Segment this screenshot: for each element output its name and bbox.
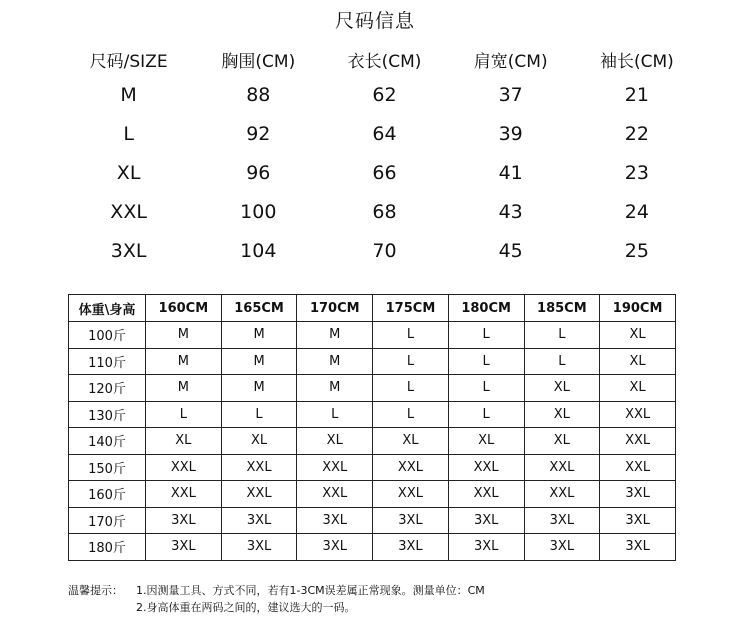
fit-size-cell: M: [146, 348, 222, 375]
fit-size-cell: XL: [600, 375, 676, 402]
fit-size-cell: M: [297, 348, 373, 375]
size-cell: 41: [498, 161, 523, 184]
fit-size-cell: 3XL: [448, 534, 524, 561]
size-cell: L: [123, 123, 134, 146]
size-header-cell: 袖长(CM): [599, 51, 674, 72]
weight-cell: 150斤: [69, 454, 146, 481]
fit-size-cell: L: [373, 401, 449, 428]
fit-table-row: [69, 401, 676, 428]
fit-header-cell: 175CM: [373, 295, 449, 322]
size-cell: 92: [246, 123, 271, 146]
fit-size-cell: XXL: [221, 481, 297, 508]
fit-size-cell: XXL: [524, 454, 600, 481]
fit-size-cell: XL: [146, 428, 222, 455]
size-cell: 62: [372, 84, 397, 107]
fit-size-cell: 3XL: [524, 534, 600, 561]
fit-header-cell: 180CM: [448, 295, 524, 322]
fit-size-cell: 3XL: [600, 481, 676, 508]
fit-header-cell: 160CM: [146, 295, 222, 322]
fit-size-cell: 3XL: [297, 507, 373, 534]
size-table-row: [62, 154, 700, 193]
fit-size-cell: XXL: [146, 481, 222, 508]
size-table-row: [62, 231, 700, 270]
size-header-cell: 衣长(CM): [347, 51, 422, 72]
fit-header-cell: 190CM: [600, 295, 676, 322]
fit-size-cell: L: [146, 401, 222, 428]
size-cell: 66: [372, 161, 397, 184]
fit-size-cell: 3XL: [221, 507, 297, 534]
fit-size-cell: 3XL: [373, 507, 449, 534]
fit-size-cell: L: [448, 348, 524, 375]
fit-size-cell: XL: [221, 428, 297, 455]
fit-size-cell: XL: [524, 401, 600, 428]
fit-size-cell: M: [221, 348, 297, 375]
weight-cell: 110斤: [69, 348, 146, 375]
fit-size-cell: L: [373, 348, 449, 375]
size-chart-table: [62, 42, 700, 270]
fit-size-cell: XXL: [448, 481, 524, 508]
fit-table-row: [69, 428, 676, 455]
fit-size-cell: XXL: [297, 481, 373, 508]
size-cell: 43: [498, 200, 523, 223]
fit-recommendation-table: [68, 294, 676, 561]
size-cell: 96: [246, 161, 271, 184]
size-table-row: [62, 115, 700, 154]
size-cell: 100: [240, 200, 277, 223]
fit-size-cell: 3XL: [297, 534, 373, 561]
fit-size-cell: 3XL: [146, 507, 222, 534]
size-cell: 88: [246, 84, 271, 107]
weight-cell: 120斤: [69, 375, 146, 402]
fit-size-cell: XXL: [600, 428, 676, 455]
weight-cell: 170斤: [69, 507, 146, 534]
tips-label: 温馨提示：: [68, 584, 123, 597]
size-table-row: [62, 76, 700, 115]
fit-size-cell: XXL: [373, 454, 449, 481]
fit-size-cell: 3XL: [600, 534, 676, 561]
fit-size-cell: L: [524, 348, 600, 375]
fit-size-cell: XL: [600, 348, 676, 375]
fit-size-cell: XL: [448, 428, 524, 455]
fit-size-cell: XL: [524, 375, 600, 402]
fit-size-cell: XXL: [600, 401, 676, 428]
fit-size-cell: M: [146, 322, 222, 349]
size-header-cell: 肩宽(CM): [473, 51, 548, 72]
fit-size-cell: M: [297, 375, 373, 402]
fit-size-cell: XL: [600, 322, 676, 349]
size-cell: 25: [624, 239, 649, 262]
size-cell: M: [120, 84, 137, 107]
size-cell: 37: [498, 84, 523, 107]
tips-section: [68, 582, 485, 616]
size-cell: XL: [116, 161, 141, 184]
fit-size-cell: XXL: [524, 481, 600, 508]
fit-size-cell: XXL: [373, 481, 449, 508]
size-header-cell: 胸围(CM): [221, 51, 296, 72]
fit-table-row: [69, 534, 676, 561]
fit-table-row: [69, 375, 676, 402]
fit-table-row: [69, 507, 676, 534]
fit-header-cell: 体重\身高: [69, 295, 146, 322]
fit-header-cell: 170CM: [297, 295, 373, 322]
size-cell: 104: [240, 239, 277, 262]
fit-size-cell: M: [221, 322, 297, 349]
fit-size-cell: XXL: [448, 454, 524, 481]
fit-size-cell: XXL: [297, 454, 373, 481]
fit-size-cell: L: [297, 401, 373, 428]
size-table-row: [62, 192, 700, 231]
size-cell: 70: [372, 239, 397, 262]
tip-line-2: 2.身高体重在两码之间的，建议选大的一码。: [136, 601, 356, 614]
fit-header-cell: 165CM: [221, 295, 297, 322]
size-cell: 23: [624, 161, 649, 184]
size-cell: XXL: [110, 200, 147, 223]
page-title: 尺码信息: [334, 10, 415, 32]
weight-cell: 100斤: [69, 322, 146, 349]
fit-size-cell: L: [373, 375, 449, 402]
fit-table-row: [69, 481, 676, 508]
fit-size-cell: XXL: [221, 454, 297, 481]
fit-size-cell: M: [146, 375, 222, 402]
fit-size-cell: L: [373, 322, 449, 349]
fit-size-cell: XXL: [600, 454, 676, 481]
fit-table-row: [69, 348, 676, 375]
size-cell: 39: [498, 123, 523, 146]
size-cell: 45: [498, 239, 523, 262]
size-cell: 24: [624, 200, 649, 223]
fit-header-cell: 185CM: [524, 295, 600, 322]
fit-table-header: [69, 295, 676, 322]
weight-cell: 160斤: [69, 481, 146, 508]
size-cell: 22: [624, 123, 649, 146]
fit-size-cell: 3XL: [448, 507, 524, 534]
fit-size-cell: 3XL: [600, 507, 676, 534]
size-cell: 21: [624, 84, 649, 107]
fit-size-cell: 3XL: [373, 534, 449, 561]
size-header-cell: 尺码/SIZE: [89, 51, 168, 72]
weight-cell: 140斤: [69, 428, 146, 455]
size-cell: 3XL: [110, 239, 147, 262]
fit-size-cell: 3XL: [524, 507, 600, 534]
size-cell: 68: [372, 200, 397, 223]
size-table-header: [62, 42, 700, 76]
size-cell: 64: [372, 123, 397, 146]
fit-size-cell: M: [221, 375, 297, 402]
fit-table-row: [69, 454, 676, 481]
weight-cell: 180斤: [69, 534, 146, 561]
fit-size-cell: XL: [297, 428, 373, 455]
fit-size-cell: L: [448, 322, 524, 349]
fit-size-cell: XL: [373, 428, 449, 455]
fit-size-cell: L: [448, 401, 524, 428]
fit-size-cell: XXL: [146, 454, 222, 481]
fit-table-row: [69, 322, 676, 349]
fit-size-cell: L: [221, 401, 297, 428]
fit-size-cell: L: [448, 375, 524, 402]
weight-cell: 130斤: [69, 401, 146, 428]
fit-size-cell: 3XL: [221, 534, 297, 561]
fit-size-cell: L: [524, 322, 600, 349]
tip-line-1: 1.因测量工具、方式不同，若有1-3CM误差属正常现象。测量单位：CM: [136, 584, 485, 597]
fit-size-cell: M: [297, 322, 373, 349]
fit-size-cell: XL: [524, 428, 600, 455]
fit-size-cell: 3XL: [146, 534, 222, 561]
